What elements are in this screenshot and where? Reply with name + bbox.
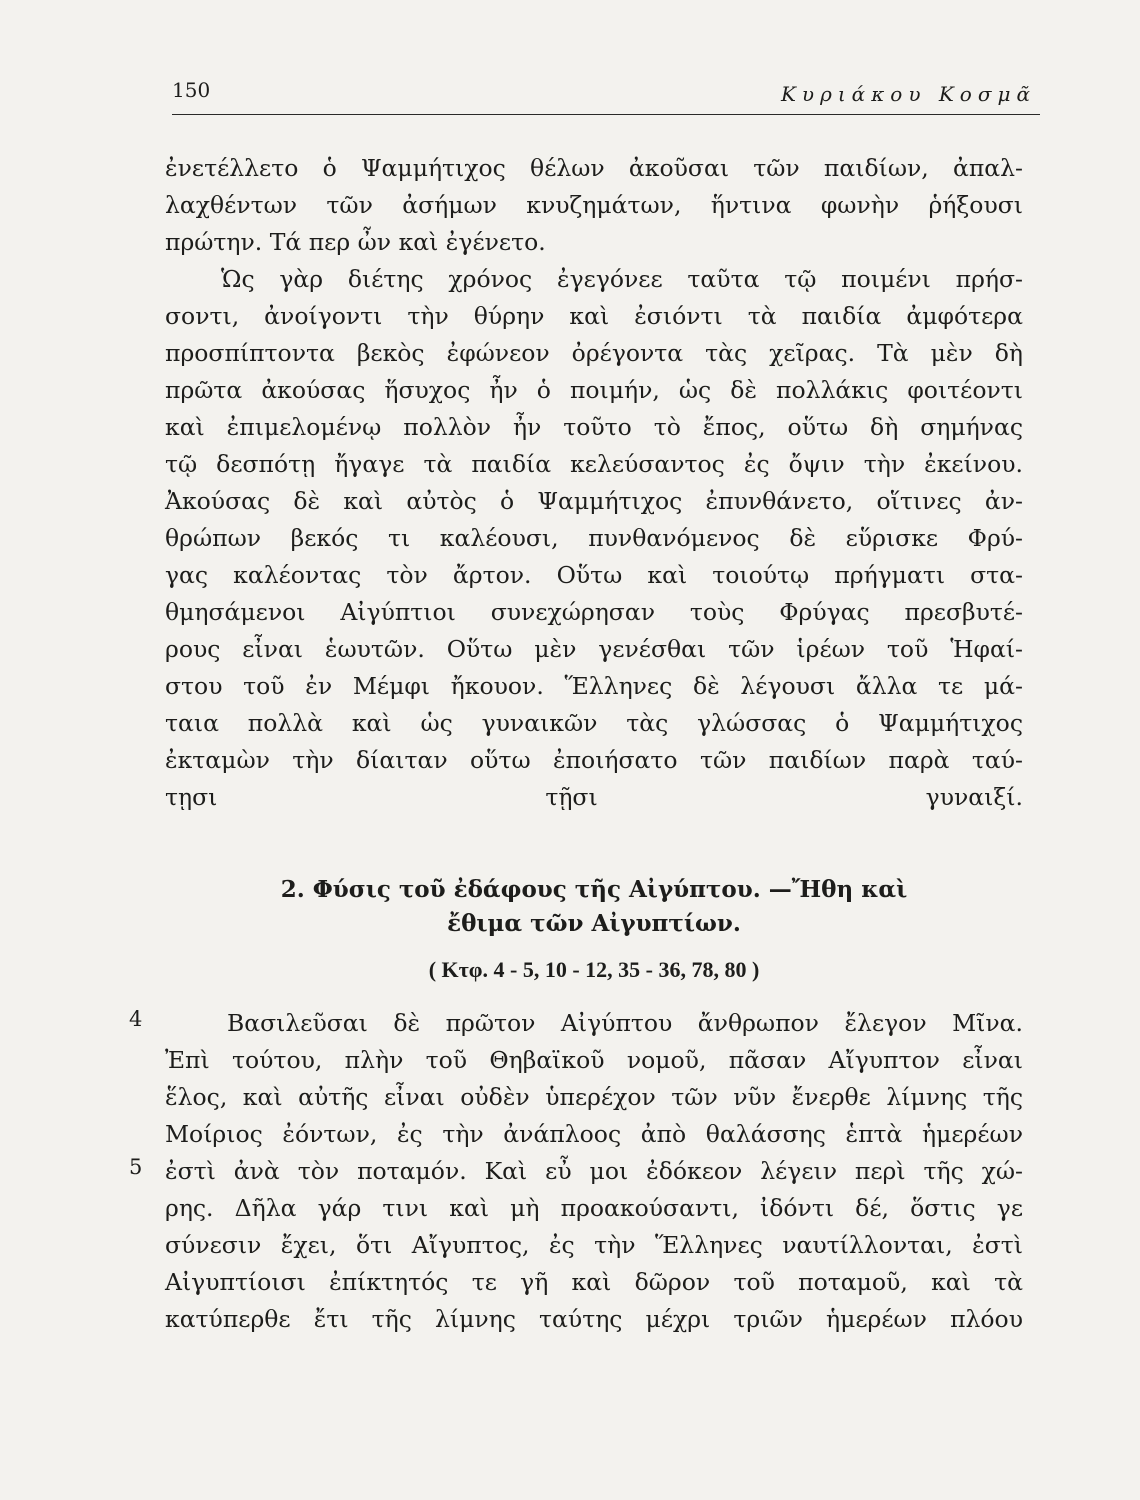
paragraph-2	[165, 261, 1023, 853]
section-title-line: 2. Φύσις τοῦ ἐδάφους τῆς Αἰγύπτου. —Ἤθη καὶ	[280, 876, 908, 903]
text-line: γας καλέοντας τὸν ἄρτον. Οὕτω καὶ τοιούτῳ πρήγματι στα-	[165, 561, 1023, 589]
text-line: στου τοῦ ἐν Μέμφι ἤκουον. Ἕλληνες δὲ λέγουσι ἄλλα τε μά-	[165, 672, 1023, 700]
text-line: τῷ δεσπότῃ ἤγαγε τὰ παιδία κελεύσαντος ἐς ὄψιν τὴν ἐκείνου.	[165, 450, 1023, 478]
numbered-line	[129, 1005, 1023, 1042]
text-line: ταια πολλὰ καὶ ὡς γυναικῶν τὰς γλώσσας ὁ Ψαμμήτιχος	[165, 709, 1023, 737]
text-line	[165, 816, 1023, 853]
text-line: θρώπων βεκός τι καλέουσι, πυνθανόμενος δὲ εὕρισκε Φρύ-	[165, 524, 1023, 552]
text-line: πρῶτα ἀκούσας ἥσυχος ἦν ὁ ποιμήν, ὡς δὲ πολλάκις φοιτέοντι	[165, 376, 1023, 404]
text-line: Μοίριος ἐόντων, ἐς τὴν ἀνάπλοος ἀπὸ θαλάσσης ἑπτὰ ἡμερέων	[165, 1120, 1023, 1148]
text-line: Ἐπὶ τούτου, πλὴν τοῦ Θηβαϊκοῦ νομοῦ, πᾶσαν Αἴγυπτον εἶναι	[165, 1046, 1023, 1074]
paragraph-1	[165, 150, 1023, 261]
paragraph-3	[129, 1005, 1023, 1338]
text-line: σοντι, ἀνοίγοντι τὴν θύρην καὶ ἐσιόντι τὰ παιδία ἀμφότερα	[165, 302, 1023, 330]
body-text	[129, 150, 1023, 1338]
text-line: Βασιλεῦσαι δὲ πρῶτον Αἰγύπτου ἄνθρωπον ἔλεγον Μῖνα.	[227, 1009, 1023, 1037]
text-line: ρης. Δῆλα γάρ τινι καὶ μὴ προακούσαντι, ἰδόντι δέ, ὅστις γε	[165, 1194, 1023, 1222]
margin-number: 5	[129, 1155, 143, 1179]
text-line: θμησάμενοι Αἰγύπτιοι συνεχώρησαν τοὺς Φρύγας πρεσβυτέ-	[165, 598, 1023, 626]
text-line: ἐστὶ ἀνὰ τὸν ποταμόν. Καὶ εὖ μοι ἐδόκεον λέγειν περὶ τῆς χώ-	[165, 1157, 1023, 1185]
text-line: Αἰγυπτίοισι ἐπίκτητός τε γῆ καὶ δῶρον τοῦ ποταμοῦ, καὶ τὰ	[165, 1268, 1023, 1296]
text-line: Ὡς γὰρ διέτης χρόνος ἐγεγόνεε ταῦτα τῷ ποιμένι πρήσ-	[221, 265, 1023, 293]
text-line: σύνεσιν ἔχει, ὅτι Αἴγυπτος, ἐς τὴν Ἕλληνες ναυτίλλονται, ἐστὶ	[165, 1231, 1023, 1259]
text-line: ἐνετέλλετο ὁ Ψαμμήτιχος θέλων ἀκοῦσαι τῶν παιδίων, ἀπαλ-	[165, 154, 1023, 182]
margin-number: 4	[129, 1007, 143, 1031]
text-line: Ἀκούσας δὲ καὶ αὐτὸς ὁ Ψαμμήτιχος ἐπυνθάνετο, οἵτινες ἀν-	[165, 487, 1023, 515]
section-title	[165, 873, 1023, 941]
text-line: τῃσι τῇσι γυναιξί.	[165, 783, 1023, 811]
text-line: προσπίπτοντα βεκὸς ἐφώνεον ὀρέγοντα τὰς χεῖρας. Τὰ μὲν δὴ	[165, 339, 1023, 367]
section-reference: ( Κτφ. 4 - 5, 10 - 12, 35 - 36, 78, 80 )	[428, 957, 760, 982]
text-line: πρώτην. Τά περ ὦν καὶ ἐγένετο.	[165, 228, 546, 256]
text-line: ρους εἶναι ἑωυτῶν. Οὕτω μὲν γενέσθαι τῶν ἱρέων τοῦ Ἡφαί-	[165, 635, 1023, 663]
section-title-line: ἔθιμα τῶν Αἰγυπτίων.	[447, 910, 741, 937]
running-head: Κυριάκου Κοσμᾶ	[780, 82, 1036, 106]
page-number: 150	[172, 78, 211, 102]
numbered-line	[129, 1153, 1023, 1190]
text-line: καὶ ἐπιμελομένῳ πολλὸν ἦν τοῦτο τὸ ἔπος, οὕτω δὴ σημήνας	[165, 413, 1023, 441]
text-line: λαχθέντων τῶν ἀσήμων κνυζημάτων, ἥντινα φωνὴν ῥήξουσι	[165, 191, 1023, 219]
text-line: κατύπερθε ἔτι τῆς λίμνης ταύτης μέχρι τριῶν ἡμερέων πλόου	[165, 1305, 1023, 1333]
text-line: ἕλος, καὶ αὐτῆς εἶναι οὐδὲν ὑπερέχον τῶν νῦν ἔνερθε λίμνης τῆς	[165, 1083, 1023, 1111]
page-header	[172, 74, 1040, 115]
text-line: ἐκταμὼν τὴν δίαιταν οὕτω ἐποιήσατο τῶν παιδίων παρὰ ταύ-	[165, 746, 1023, 774]
